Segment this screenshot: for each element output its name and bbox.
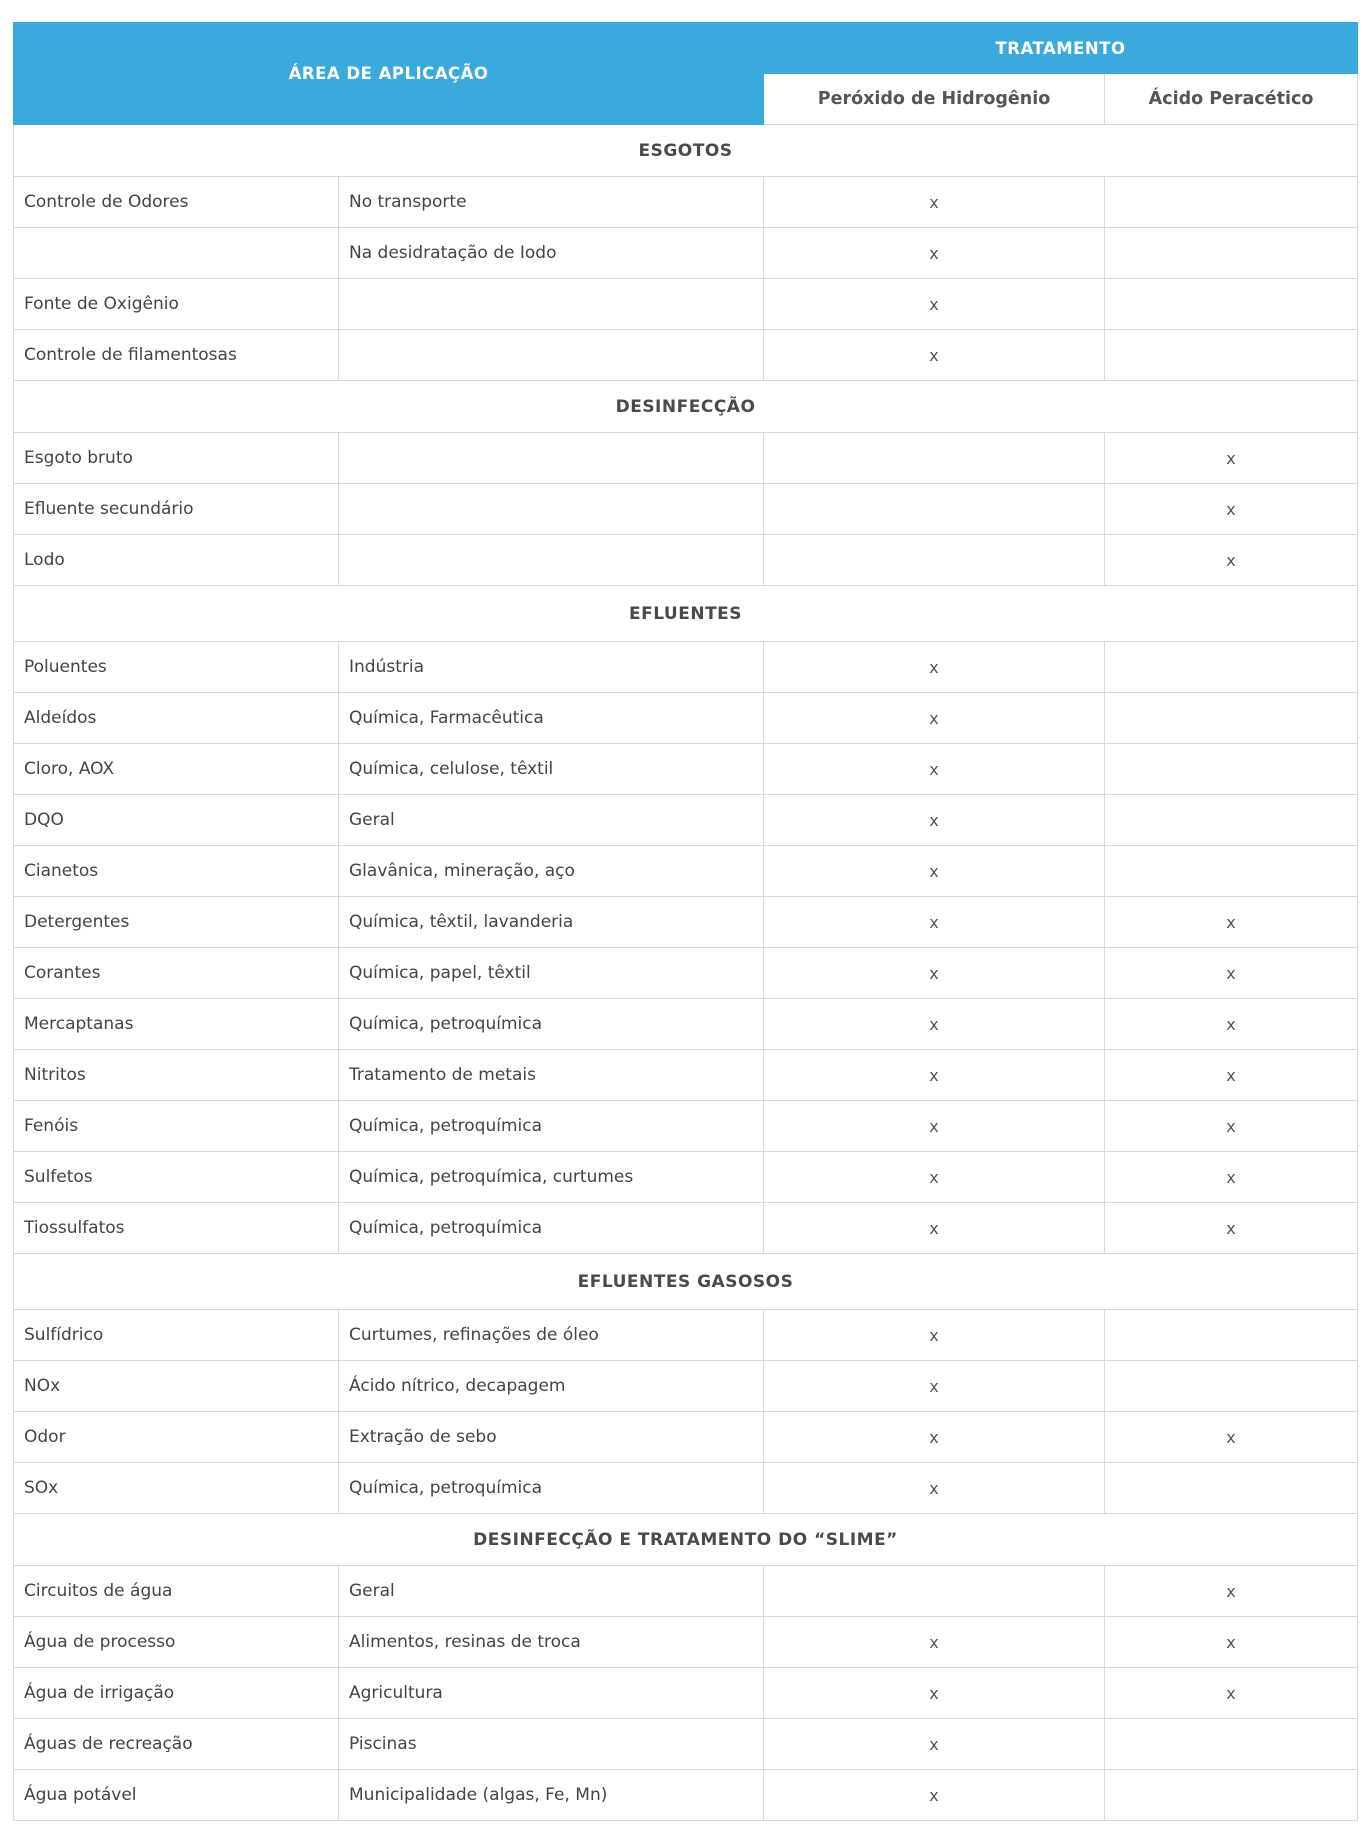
table-row	[14, 228, 1358, 279]
area-cell	[14, 228, 339, 279]
table-row	[14, 1050, 1358, 1101]
area-cell: Fonte de Oxigênio	[14, 279, 339, 330]
peracetic-mark	[1105, 1719, 1358, 1770]
sub-area-cell: Glavânica, mineração, aço	[339, 846, 764, 897]
area-cell: Controle de Odores	[14, 177, 339, 228]
table-row	[14, 279, 1358, 330]
table-row	[14, 642, 1358, 693]
peracetic-mark	[1105, 177, 1358, 228]
area-cell: Cianetos	[14, 846, 339, 897]
peracetic-mark	[1105, 693, 1358, 744]
peracetic-mark	[1105, 228, 1358, 279]
section-header-row	[14, 381, 1358, 433]
sub-area-cell: Piscinas	[339, 1719, 764, 1770]
area-cell: Fenóis	[14, 1101, 339, 1152]
peroxide-mark: x	[764, 1361, 1105, 1412]
area-cell: Poluentes	[14, 642, 339, 693]
peroxide-mark: x	[764, 642, 1105, 693]
table-row	[14, 1361, 1358, 1412]
sub-area-cell: Agricultura	[339, 1668, 764, 1719]
sub-area-cell: Química, petroquímica	[339, 1463, 764, 1514]
area-cell: NOx	[14, 1361, 339, 1412]
table-row	[14, 1770, 1358, 1821]
table-row	[14, 433, 1358, 484]
sub-area-cell: Química, têxtil, lavanderia	[339, 897, 764, 948]
peroxide-mark: x	[764, 177, 1105, 228]
peracetic-mark: x	[1105, 1050, 1358, 1101]
area-cell: Águas de recreação	[14, 1719, 339, 1770]
sub-area-cell	[339, 330, 764, 381]
area-cell: Sulfídrico	[14, 1310, 339, 1361]
peroxide-mark: x	[764, 795, 1105, 846]
area-header: ÁREA DE APLICAÇÃO	[14, 23, 764, 125]
table-row	[14, 999, 1358, 1050]
treatment-table-container	[13, 22, 1357, 1821]
peroxide-mark: x	[764, 1463, 1105, 1514]
peracetic-mark: x	[1105, 1412, 1358, 1463]
peracetic-mark: x	[1105, 999, 1358, 1050]
peroxide-mark: x	[764, 279, 1105, 330]
sub-area-cell	[339, 433, 764, 484]
sub-area-cell	[339, 535, 764, 586]
peroxide-mark	[764, 535, 1105, 586]
sub-area-cell: Extração de sebo	[339, 1412, 764, 1463]
peracetic-mark	[1105, 1463, 1358, 1514]
area-cell: Corantes	[14, 948, 339, 999]
peroxide-mark: x	[764, 1152, 1105, 1203]
peroxide-mark: x	[764, 1310, 1105, 1361]
peroxide-mark: x	[764, 228, 1105, 279]
section-header-row	[14, 1254, 1358, 1310]
peracetic-mark	[1105, 744, 1358, 795]
peracetic-mark: x	[1105, 1617, 1358, 1668]
sub-area-cell: Ácido nítrico, decapagem	[339, 1361, 764, 1412]
peroxide-mark: x	[764, 1412, 1105, 1463]
table-row	[14, 1101, 1358, 1152]
table-row	[14, 846, 1358, 897]
peroxide-mark: x	[764, 744, 1105, 795]
peracetic-mark: x	[1105, 535, 1358, 586]
sub-area-cell	[339, 484, 764, 535]
peroxide-mark	[764, 433, 1105, 484]
table-row	[14, 535, 1358, 586]
sub-area-cell: Química, papel, têxtil	[339, 948, 764, 999]
table-row	[14, 1310, 1358, 1361]
area-cell: Controle de filamentosas	[14, 330, 339, 381]
table-row	[14, 1668, 1358, 1719]
table-row	[14, 1203, 1358, 1254]
section-header-row	[14, 125, 1358, 177]
peracetic-mark: x	[1105, 433, 1358, 484]
peroxide-mark: x	[764, 1770, 1105, 1821]
peracetic-mark	[1105, 642, 1358, 693]
peracetic-mark	[1105, 846, 1358, 897]
peroxide-mark: x	[764, 1668, 1105, 1719]
peracetic-mark	[1105, 1361, 1358, 1412]
peracetic-mark	[1105, 795, 1358, 846]
table-row	[14, 1617, 1358, 1668]
area-cell: Lodo	[14, 535, 339, 586]
sub-area-cell: Geral	[339, 795, 764, 846]
sub-area-cell: Química, petroquímica	[339, 999, 764, 1050]
peracetic-mark	[1105, 1310, 1358, 1361]
peracetic-mark: x	[1105, 1101, 1358, 1152]
peracetic-mark: x	[1105, 1668, 1358, 1719]
sub-area-cell: Tratamento de metais	[339, 1050, 764, 1101]
area-cell: Sulfetos	[14, 1152, 339, 1203]
peroxide-mark: x	[764, 1050, 1105, 1101]
table-row	[14, 1152, 1358, 1203]
area-cell: Água potável	[14, 1770, 339, 1821]
table-row	[14, 1412, 1358, 1463]
table-body	[14, 125, 1358, 1821]
sub-area-cell: Química, celulose, têxtil	[339, 744, 764, 795]
section-header-row	[14, 1514, 1358, 1566]
peracetic-mark	[1105, 330, 1358, 381]
area-cell: Aldeídos	[14, 693, 339, 744]
area-cell: DQO	[14, 795, 339, 846]
table-header	[14, 23, 1358, 125]
treatment-header: TRATAMENTO	[764, 23, 1358, 74]
sub-area-cell	[339, 279, 764, 330]
section-header-row	[14, 586, 1358, 642]
table-row	[14, 1463, 1358, 1514]
peroxide-mark	[764, 484, 1105, 535]
peracetic-mark: x	[1105, 897, 1358, 948]
sub-area-cell: No transporte	[339, 177, 764, 228]
table-row	[14, 897, 1358, 948]
peroxide-column-header: Peróxido de Hidrogênio	[764, 74, 1105, 125]
peracetic-mark: x	[1105, 948, 1358, 999]
peroxide-mark: x	[764, 897, 1105, 948]
area-cell: Água de processo	[14, 1617, 339, 1668]
area-cell: Circuitos de água	[14, 1566, 339, 1617]
sub-area-cell: Geral	[339, 1566, 764, 1617]
table-row	[14, 948, 1358, 999]
sub-area-cell: Química, petroquímica, curtumes	[339, 1152, 764, 1203]
area-cell: Mercaptanas	[14, 999, 339, 1050]
area-cell: Efluente secundário	[14, 484, 339, 535]
peroxide-mark: x	[764, 1617, 1105, 1668]
peroxide-mark: x	[764, 948, 1105, 999]
section-title: DESINFECÇÃO E TRATAMENTO DO “SLIME”	[14, 1514, 1358, 1566]
peracetic-mark: x	[1105, 1203, 1358, 1254]
peroxide-mark: x	[764, 999, 1105, 1050]
sub-area-cell: Química, Farmacêutica	[339, 693, 764, 744]
peroxide-mark	[764, 1566, 1105, 1617]
area-cell: Água de irrigação	[14, 1668, 339, 1719]
table-row	[14, 1719, 1358, 1770]
peracetic-mark	[1105, 1770, 1358, 1821]
peroxide-mark: x	[764, 1203, 1105, 1254]
area-cell: Esgoto bruto	[14, 433, 339, 484]
peroxide-mark: x	[764, 846, 1105, 897]
peroxide-mark: x	[764, 693, 1105, 744]
peroxide-mark: x	[764, 1719, 1105, 1770]
area-cell: Odor	[14, 1412, 339, 1463]
sub-area-cell: Química, petroquímica	[339, 1203, 764, 1254]
treatment-table	[13, 22, 1358, 1821]
sub-area-cell: Municipalidade (algas, Fe, Mn)	[339, 1770, 764, 1821]
peracetic-mark: x	[1105, 1566, 1358, 1617]
area-cell: SOx	[14, 1463, 339, 1514]
sub-area-cell: Curtumes, refinações de óleo	[339, 1310, 764, 1361]
table-row	[14, 1566, 1358, 1617]
peroxide-mark: x	[764, 330, 1105, 381]
sub-area-cell: Indústria	[339, 642, 764, 693]
table-row	[14, 795, 1358, 846]
peracetic-mark: x	[1105, 1152, 1358, 1203]
peroxide-mark: x	[764, 1101, 1105, 1152]
table-row	[14, 484, 1358, 535]
area-cell: Detergentes	[14, 897, 339, 948]
section-title: ESGOTOS	[14, 125, 1358, 177]
table-row	[14, 744, 1358, 795]
section-title: EFLUENTES GASOSOS	[14, 1254, 1358, 1310]
sub-area-cell: Na desidratação de Iodo	[339, 228, 764, 279]
area-cell: Tiossulfatos	[14, 1203, 339, 1254]
peracetic-mark: x	[1105, 484, 1358, 535]
peracetic-mark	[1105, 279, 1358, 330]
area-cell: Nitritos	[14, 1050, 339, 1101]
table-row	[14, 693, 1358, 744]
table-row	[14, 177, 1358, 228]
table-row	[14, 330, 1358, 381]
sub-area-cell: Alimentos, resinas de troca	[339, 1617, 764, 1668]
peracetic-column-header: Ácido Peracético	[1105, 74, 1358, 125]
area-cell: Cloro, AOX	[14, 744, 339, 795]
section-title: DESINFECÇÃO	[14, 381, 1358, 433]
section-title: EFLUENTES	[14, 586, 1358, 642]
sub-area-cell: Química, petroquímica	[339, 1101, 764, 1152]
